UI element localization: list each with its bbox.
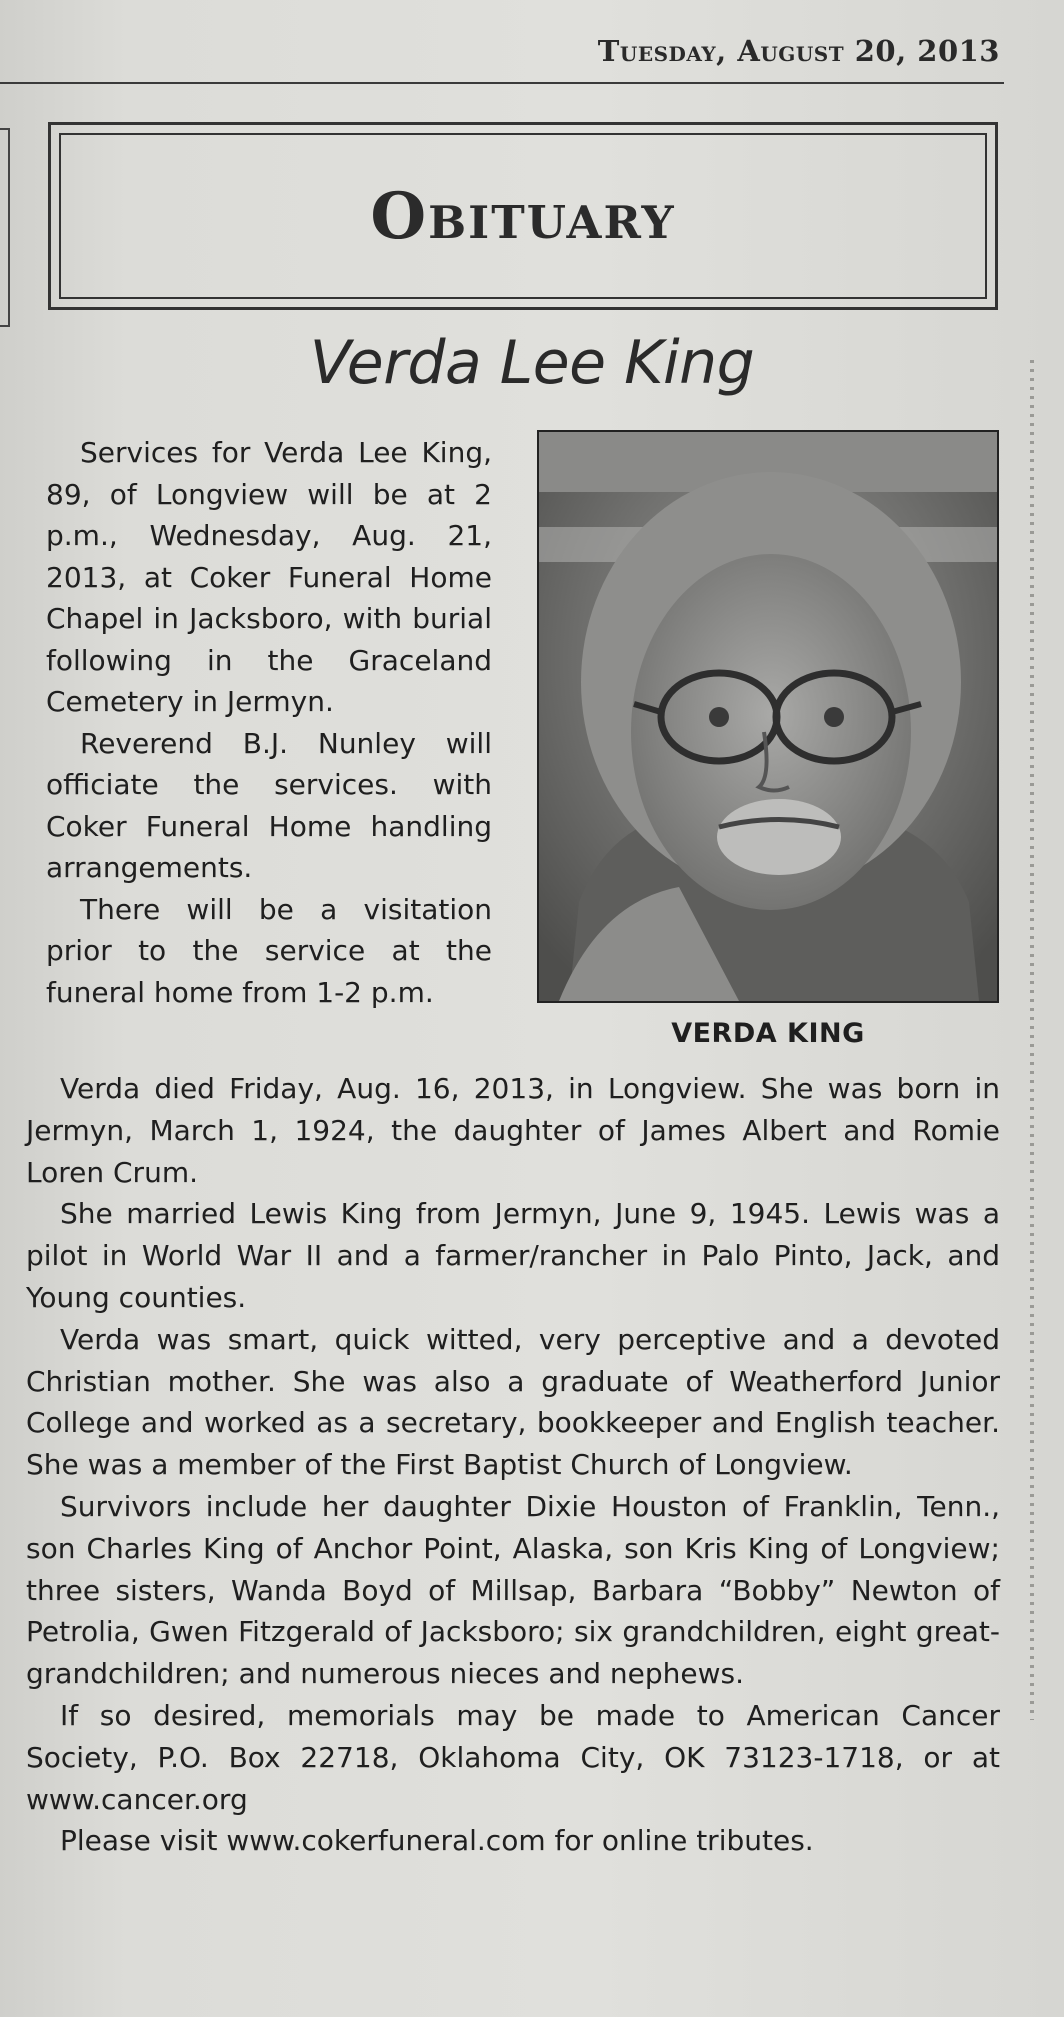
text-column — [46, 432, 492, 1013]
obituary-banner-inner — [59, 133, 987, 299]
paragraph-marriage: She married Lewis King from Jermyn, June 9, 1945. Lewis was a pilot in World War II and a farmer/rancher in Palo Pinto, Jack, and Young counties. — [26, 1197, 1000, 1314]
section-title: Obituary — [370, 178, 676, 254]
dateline: Tuesday, August 20, 2013 — [597, 34, 1000, 68]
paragraph-visitation: There will be a visitation prior to the service at the funeral home from 1-2 p.m. — [46, 892, 492, 1009]
paragraph-tributes: Please visit www.cokerfuneral.com for online tributes. — [60, 1824, 814, 1858]
article-headline: Verda Lee King — [309, 328, 755, 398]
portrait-illustration — [539, 432, 997, 1001]
paragraph-memorials: If so desired, memorials may be made to American Cancer Society, P.O. Box 22718, Oklahoma City, OK 73123-1718, or at www.cancer.org — [26, 1698, 1000, 1816]
full-width-text — [26, 1068, 1000, 1862]
obituary-banner — [48, 122, 998, 310]
paragraph-death-birth: Verda died Friday, Aug. 16, 2013, in Longview. She was born in Jermyn, March 1, 1924, the daughter of James Albert and Romie Loren Crum. — [26, 1072, 1000, 1189]
paragraph-officiant: Reverend B.J. Nunley will officiate the services. with Coker Funeral Home handling arrangements. — [46, 726, 492, 884]
paragraph-services: Services for Verda Lee King, 89, of Longview will be at 2 p.m., Wednesday, Aug. 21, 2013, at Coker Funeral Home Chapel in Jacksboro, with burial following in the Graceland Cemetery in Jermyn. — [46, 436, 492, 718]
adjacent-column-edge — [0, 128, 10, 327]
top-rule — [0, 82, 1004, 84]
paragraph-survivors: Survivors include her daughter Dixie Houston of Franklin, Tenn., son Charles King of Anchor Point, Alaska, son Kris King of Longview; three sisters, Wanda Boyd of Millsap, Barbara “Bobby” Newton of Petrolia, Gwen Fitzgerald of Jacksboro; six grandchildren, eight great-grandchildren; and numerous nieces and nephews. — [26, 1489, 1000, 1691]
portrait-photo — [537, 430, 999, 1003]
photo-caption: VERDA KING — [671, 1018, 865, 1049]
column-dotted-rule — [1030, 360, 1034, 1720]
paragraph-character: Verda was smart, quick witted, very perceptive and a devoted Christian mother. She was also a graduate of Weatherford Junior College and worked as a secretary, bookkeeper and English teacher. She was a member of the First Baptist Church of Longview. — [26, 1322, 1000, 1482]
